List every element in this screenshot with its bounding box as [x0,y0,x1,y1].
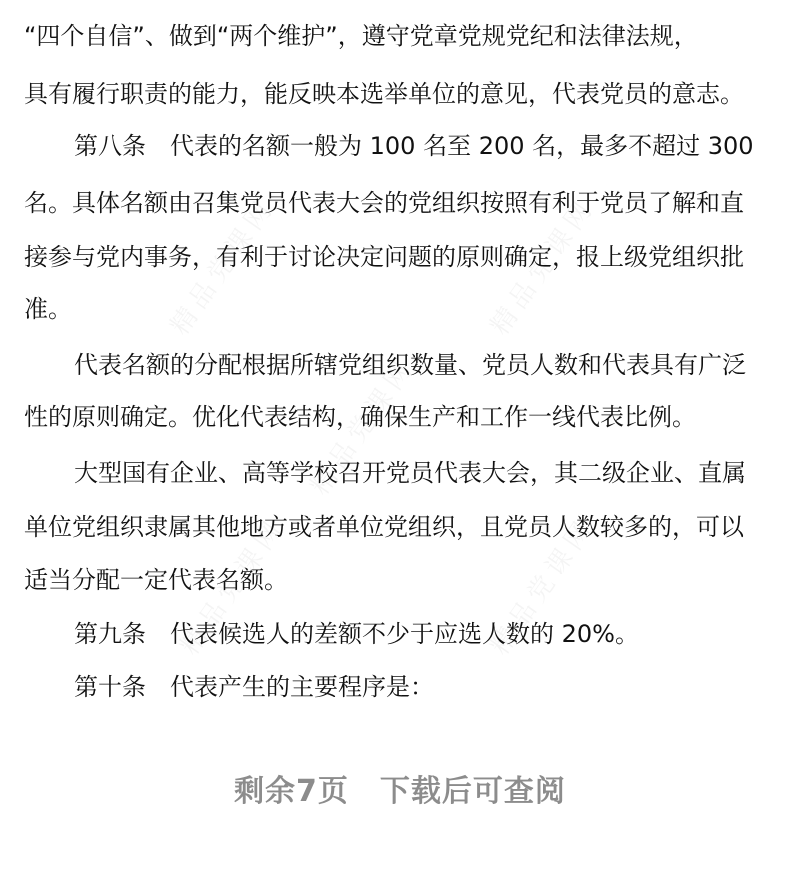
article-10-text: 第十条 代表产生的主要程序是： [74,673,434,701]
text-line: 单位党组织隶属其他地方或者单位党组织，且党员人数较多的，可以 [24,513,744,541]
text-line: “四个自信”、做到“两个维护”，遵守党章党规党纪和法律法规， [24,22,698,50]
text-line: 名。具体名额由召集党员代表大会的党组织按照有利于党员了解和直 [24,189,744,217]
article-8-text: 第八条 代表的名额一般为 100 名至 200 名，最多不超过 300 [74,132,754,160]
text-line: 性的原则确定。优化代表结构，确保生产和工作一线代表比例。 [24,403,696,431]
text-line: 适当分配一定代表名额。 [24,566,288,594]
remaining-pages-notice[interactable]: 剩余7页 下载后可查阅 [234,774,566,809]
article-9-text: 第九条 代表候选人的差额不少于应选人数的 20%。 [74,620,639,648]
text-line: 具有履行职责的能力，能反映本选举单位的意见，代表党员的意志。 [24,80,744,108]
text-line: 大型国有企业、高等学校召开党员代表大会，其二级企业、直属 [74,459,746,487]
text-line: 代表名额的分配根据所辖党组织数量、党员人数和代表具有广泛 [74,351,746,379]
text-line: 准。 [24,295,72,323]
text-line: 接参与党内事务，有利于讨论决定问题的原则确定，报上级党组织批 [24,243,744,271]
